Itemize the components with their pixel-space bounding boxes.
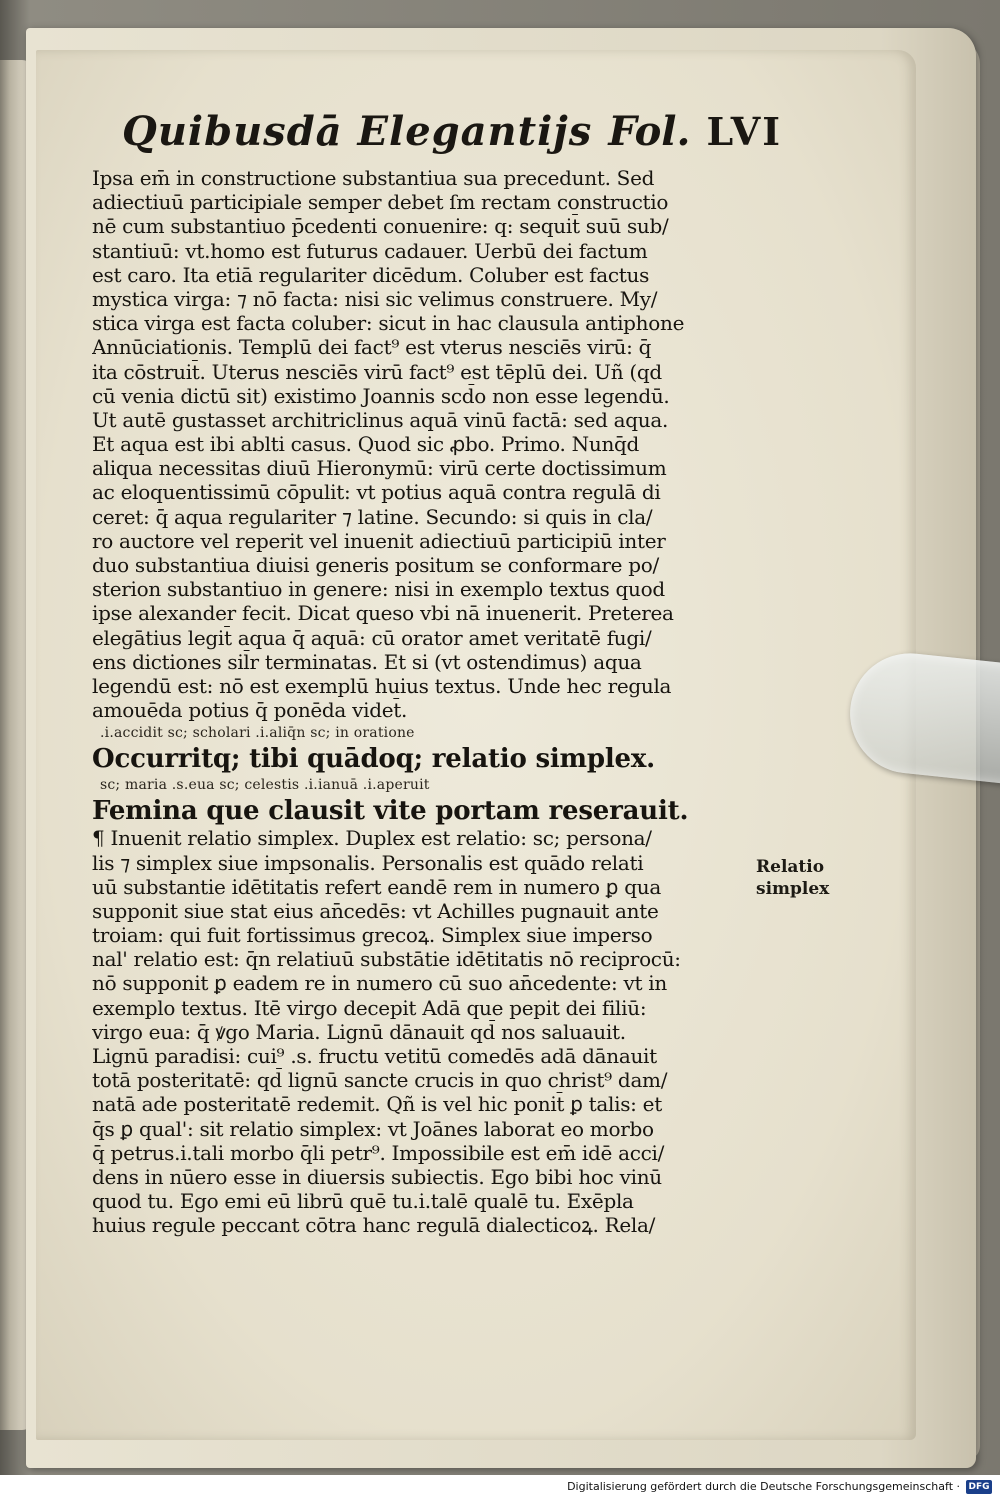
dfg-logo-icon: DFG xyxy=(966,1480,992,1494)
text-line: ita cōstruit̄. Uterus nesciēs virū fact⁹ est tēplū dei. Uñ (qd xyxy=(92,359,662,384)
marginal-note-line: Relatio xyxy=(756,857,825,877)
text-line: Ut autē gustasset architriclinus aquā vinū factā: sed aqua. xyxy=(92,407,669,432)
text-line: supponit siue stat eius an̄cedēs: vt Achilles pugnauit ante xyxy=(92,898,659,923)
text-line: aliqua necessitas diuū Hieronymū: virū certe doctissimum xyxy=(92,456,667,481)
text-line: exemplo textus. Itē virgo decepit Adā que pepit dei filiū: xyxy=(92,995,647,1020)
text-line: adiectiuū participiale semper debet ſm rectam constructio xyxy=(92,190,669,215)
text-line: lis ⁊ simplex siue impsonalis. Personalis est quādo relati xyxy=(92,850,644,875)
text-line: legendū est: nō est exemplū huius textus. Unde hec regula xyxy=(92,673,672,698)
text-line: Lignū paradisi: cui⁹ .s. fructu vetitū comedēs adā dānauit xyxy=(92,1044,657,1068)
text-line: stica virga est facta coluber: sicut in hac clausula antiphone xyxy=(92,311,685,336)
text-line: nō supponit ꝑ eadem re in numero cū suo an̄cedente: vt in xyxy=(92,971,667,996)
text-line: natā ade posteritatē redemit. Qñ is vel hic ponit̄ ꝑ talis: et xyxy=(92,1092,662,1117)
running-head-title: Quibusdā Elegantijs xyxy=(122,108,593,155)
text-line: Ipsa em̄ in constructione substantiua sua precedunt. Sed xyxy=(92,166,655,190)
text-line: mystica virga: ⁊ nō facta: nisi sic velimus construere. My/ xyxy=(92,286,658,311)
interlinear-gloss: .i.accidit sc; scholari .i.aliq̄n sc; in oratione xyxy=(100,725,415,742)
text-line: uū substantie idētitatis refert eandē rem in numero ꝑ qua xyxy=(92,874,661,899)
text-line: dens in nūero esse in diuersis subiectis. Ego bibi hoc vinū xyxy=(92,1164,662,1189)
main-text-block xyxy=(92,166,760,1238)
folio-number: LVI xyxy=(706,109,782,154)
text-line: stantiuū: vt.homo est futurus cadauer. Uerbū dei factum xyxy=(92,238,648,263)
text-line: ro auctore vel reperit vel inuenit adiectiuū participiū inter xyxy=(92,528,666,553)
text-line: ipse alexander fecit. Dicat queso vbi nā inuenerit. Preterea xyxy=(92,601,674,626)
marginal-note-line: simplex xyxy=(756,879,830,899)
text-line: troiam: qui fuit fortissimus grecoꝝ. Simplex siue imperso xyxy=(92,923,653,948)
digitization-footer xyxy=(0,1475,1000,1498)
text-line: amouēda potius q̄ ponēda videt̄. xyxy=(92,698,408,723)
interlinear-gloss: sc; maria .s.eua sc; celestis .i.ianuā .i.aperuit xyxy=(100,777,430,794)
text-line: ¶ Inuenit relatio simplex. Duplex est relatio: sc; persona/ xyxy=(92,826,652,851)
verse-line: Femina que clausit vite portam reserauit. xyxy=(92,796,689,827)
text-line: quod tu. Ego emi eū librū quē tu.i.talē qualē tu. Exēpla xyxy=(92,1189,634,1214)
funding-credit: Digitalisierung gefördert durch die Deutsche Forschungsgemeinschaft · xyxy=(567,1480,960,1493)
text-line: ac eloquentissimū cōpulit: vt potius aquā contra regulā di xyxy=(92,480,661,505)
running-head xyxy=(122,108,782,158)
verse-line: Occurritq; tibi quādoq; relatio simplex. xyxy=(92,744,656,775)
text-line: huius regule peccant cōtra hanc regulā dialecticoꝝ. Rela/ xyxy=(92,1213,656,1238)
text-line: ceret: q̄ aqua regulariter ⁊ latine. Secundo: si quis in cla/ xyxy=(92,504,653,529)
text-line: Annūciationis. Templū dei fact⁹ est vterus nesciēs virū: q̄ xyxy=(92,335,652,360)
text-line: virgo eua: q̄ ꝟgo Maria. Lignū dānauit qd̄ nos saluauit. xyxy=(92,1019,626,1044)
text-line: q̄s ꝑ qual': sit relatio simplex: vt Joānes laborat eo morbo xyxy=(92,1116,654,1141)
marginal-note xyxy=(756,856,846,900)
text-line: Et aqua est ibi ablti casus. Quod sic ꝓbo. Primo. Nunq̄d xyxy=(92,432,640,457)
folio-label: Fol. xyxy=(608,108,691,155)
text-line: elegātius legit̄ aqua q̄ aquā: cū orator amet veritatē fugi/ xyxy=(92,625,652,650)
text-line: duo substantiua diuisi generis positum se conformare po/ xyxy=(92,553,659,577)
text-line: sterion substantiuo in genere: nisi in exemplo textus quod xyxy=(92,577,665,602)
text-line: cū venia dictū sit) existimo Joannis scd̄o non esse legendū. xyxy=(92,383,670,408)
text-line: q̄ petrus.i.tali morbo q̄li petr⁹. Impossibile est em̄ idē acci/ xyxy=(92,1140,665,1165)
text-line: ens dictiones sil̄r terminatas. Et si (vt ostendimus) aqua xyxy=(92,649,642,674)
text-line: nal' relatio est: q̄n relatiuū substātie idētitatis nō reciprocū: xyxy=(92,947,681,972)
text-line: nē cum substantiuo p̄cedenti conuenire: q: sequit̄ suū sub/ xyxy=(92,214,669,239)
text-line: totā posteritatē: qd̄ lignū sancte crucis in quo christ⁹ dam/ xyxy=(92,1068,668,1093)
text-line: est caro. Ita etiā regulariter dicēdum. Coluber est factus xyxy=(92,262,650,287)
